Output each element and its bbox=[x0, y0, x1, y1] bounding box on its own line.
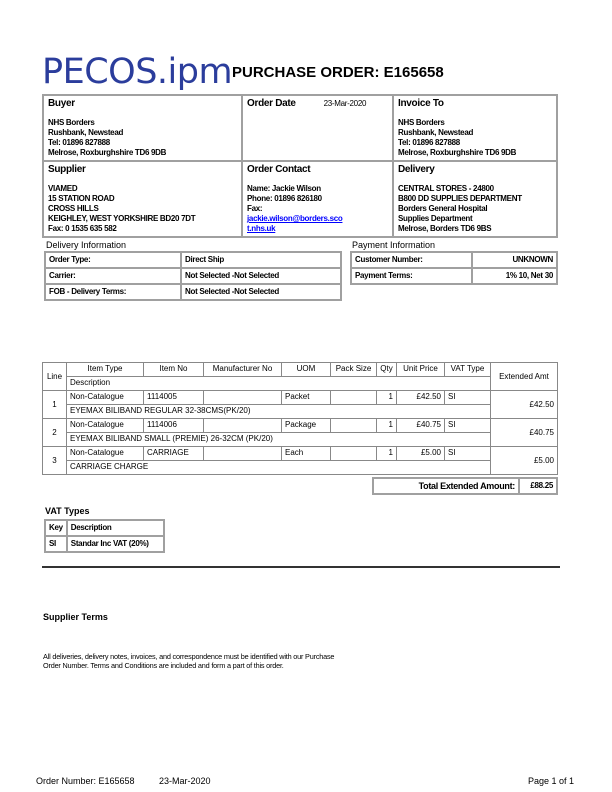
info-value: UNKNOWN bbox=[472, 252, 557, 268]
extended-amount: £40.75 bbox=[491, 419, 558, 447]
unit-price: £5.00 bbox=[397, 447, 445, 461]
delivery-info-table bbox=[44, 251, 342, 301]
line-items-table bbox=[42, 362, 558, 475]
buyer-heading: Buyer bbox=[48, 98, 75, 109]
contact-phone: Phone: 01896 826180 bbox=[247, 194, 322, 203]
delivery-heading: Delivery bbox=[398, 164, 435, 175]
pack-size bbox=[331, 447, 377, 461]
extended-amount: £42.50 bbox=[491, 391, 558, 419]
info-key: Carrier: bbox=[45, 268, 181, 284]
terms-line: Order Number. Terms and Conditions are included and form a part of this order. bbox=[43, 661, 284, 670]
col-header-pack-size: Pack Size bbox=[331, 363, 377, 377]
terms-line: All deliveries, delivery notes, invoices, and correspondence must be identified with our Purchase bbox=[43, 652, 335, 661]
header-row bbox=[43, 363, 558, 377]
info-value: Not Selected -Not Selected bbox=[181, 268, 341, 284]
col-header-qty: Qty bbox=[377, 363, 397, 377]
vat-type: SI bbox=[445, 391, 491, 405]
vat-types-table bbox=[44, 519, 165, 553]
supplier-terms-heading: Supplier Terms bbox=[43, 612, 108, 622]
buyer-line: Tel: 01896 827888 bbox=[48, 138, 110, 147]
extended-amount: £5.00 bbox=[491, 447, 558, 475]
qty: 1 bbox=[377, 447, 397, 461]
col-header-extended: Extended Amt bbox=[491, 363, 558, 391]
qty: 1 bbox=[377, 419, 397, 433]
delivery-line: Borders General Hospital bbox=[398, 204, 488, 213]
info-value: Direct Ship bbox=[181, 252, 341, 268]
delivery-line: Supplies Department bbox=[398, 214, 473, 223]
divider bbox=[42, 566, 560, 568]
supplier-line: KEIGHLEY, WEST YORKSHIRE BD20 7DT bbox=[48, 214, 196, 223]
col-header-unit-price: Unit Price bbox=[397, 363, 445, 377]
pack-size bbox=[331, 419, 377, 433]
table-row bbox=[351, 252, 557, 268]
table-row bbox=[45, 284, 341, 300]
invoice-line: Rushbank, Newstead bbox=[398, 128, 474, 137]
order-date-cell bbox=[242, 95, 393, 161]
item-description: CARRIAGE CHARGE bbox=[67, 461, 491, 475]
contact-email-link[interactable] bbox=[247, 214, 388, 234]
table-row bbox=[43, 391, 558, 405]
delivery-cell bbox=[393, 161, 557, 237]
info-key: Order Type: bbox=[45, 252, 181, 268]
contact-fax: Fax: bbox=[247, 204, 263, 213]
vat-type: SI bbox=[445, 419, 491, 433]
manufacturer-no bbox=[204, 419, 282, 433]
delivery-info-label: Delivery Information bbox=[46, 240, 127, 250]
col-header-item-type: Item Type bbox=[67, 363, 144, 377]
col-header-description: Description bbox=[67, 377, 491, 391]
contact-email-part: t.nhs.uk bbox=[247, 224, 276, 233]
delivery-line: B800 DD SUPPLIES DEPARTMENT bbox=[398, 194, 522, 203]
footer-date: 23-Mar-2020 bbox=[159, 776, 211, 786]
total-value: £88.25 bbox=[519, 478, 557, 494]
item-no: 1114006 bbox=[144, 419, 204, 433]
invoice-line: Melrose, Roxburghshire TD6 9DB bbox=[398, 148, 517, 157]
table-row bbox=[43, 419, 558, 433]
col-header-manufacturer-no: Manufacturer No bbox=[204, 363, 282, 377]
table-row bbox=[351, 268, 557, 284]
table-row bbox=[43, 433, 558, 447]
col-header-item-no: Item No bbox=[144, 363, 204, 377]
total-table bbox=[372, 477, 558, 495]
supplier-line: 15 STATION ROAD bbox=[48, 194, 115, 203]
buyer-cell bbox=[43, 95, 242, 161]
page-title: PURCHASE ORDER: E165658 bbox=[232, 64, 444, 81]
line-number: 3 bbox=[43, 447, 67, 475]
item-type: Non-Catalogue bbox=[67, 447, 144, 461]
manufacturer-no bbox=[204, 447, 282, 461]
info-key: FOB - Delivery Terms: bbox=[45, 284, 181, 300]
header-row bbox=[43, 377, 558, 391]
qty: 1 bbox=[377, 391, 397, 405]
table-row bbox=[43, 447, 558, 461]
item-description: EYEMAX BILIBAND SMALL (PREMIE) 26-32CM (PK/20) bbox=[67, 433, 491, 447]
contact-email-part: jackie.wilson@borders.sco bbox=[247, 214, 343, 223]
col-header-line: Line bbox=[43, 363, 67, 391]
invoice-line: Tel: 01896 827888 bbox=[398, 138, 460, 147]
table-row bbox=[45, 268, 341, 284]
buyer-line: Melrose, Roxburghshire TD6 9DB bbox=[48, 148, 167, 157]
supplier-line: VIAMED bbox=[48, 184, 78, 193]
table-row bbox=[45, 536, 164, 552]
info-value: 1% 10, Net 30 bbox=[472, 268, 557, 284]
contact-name: Name: Jackie Wilson bbox=[247, 184, 321, 193]
col-header-uom: UOM bbox=[282, 363, 331, 377]
line-number: 2 bbox=[43, 419, 67, 447]
item-type: Non-Catalogue bbox=[67, 391, 144, 405]
table-row bbox=[45, 520, 164, 536]
buyer-line: Rushbank, Newstead bbox=[48, 128, 124, 137]
payment-info-label: Payment Information bbox=[352, 240, 436, 250]
order-date-heading: Order Date bbox=[247, 98, 296, 109]
item-type: Non-Catalogue bbox=[67, 419, 144, 433]
info-key: Customer Number: bbox=[351, 252, 472, 268]
total-label: Total Extended Amount: bbox=[373, 478, 519, 494]
info-value: Not Selected -Not Selected bbox=[181, 284, 341, 300]
delivery-line: CENTRAL STORES - 24800 bbox=[398, 184, 494, 193]
footer-order-number: Order Number: E165658 bbox=[36, 776, 135, 786]
uom: Package bbox=[282, 419, 331, 433]
buyer-line: NHS Borders bbox=[48, 118, 95, 127]
item-no: 1114005 bbox=[144, 391, 204, 405]
pack-size bbox=[331, 391, 377, 405]
pecos-logo: PECOS.ipm bbox=[42, 52, 233, 92]
manufacturer-no bbox=[204, 391, 282, 405]
vat-types-label: VAT Types bbox=[45, 506, 90, 516]
table-row bbox=[43, 405, 558, 419]
order-contact-cell bbox=[242, 161, 393, 237]
unit-price: £40.75 bbox=[397, 419, 445, 433]
vat-header-description: Description bbox=[67, 520, 164, 536]
order-parties-table bbox=[42, 94, 558, 238]
info-key: Payment Terms: bbox=[351, 268, 472, 284]
invoice-to-cell bbox=[393, 95, 557, 161]
order-date-value: 23-Mar-2020 bbox=[323, 99, 367, 108]
footer-page: Page 1 of 1 bbox=[528, 776, 575, 786]
supplier-line: Fax: 0 1535 635 582 bbox=[48, 224, 117, 233]
item-description: EYEMAX BILIBAND REGULAR 32-38CMS(PK/20) bbox=[67, 405, 491, 419]
uom: Packet bbox=[282, 391, 331, 405]
col-header-vat-type: VAT Type bbox=[445, 363, 491, 377]
table-row bbox=[43, 461, 558, 475]
payment-info-table bbox=[350, 251, 558, 285]
supplier-terms-text bbox=[43, 652, 334, 670]
vat-header-key: Key bbox=[45, 520, 67, 536]
table-row bbox=[373, 478, 557, 494]
supplier-heading: Supplier bbox=[48, 164, 86, 175]
supplier-cell bbox=[43, 161, 242, 237]
vat-description: Standar Inc VAT (20%) bbox=[67, 536, 164, 552]
vat-key: SI bbox=[45, 536, 67, 552]
supplier-line: CROSS HILLS bbox=[48, 204, 99, 213]
uom: Each bbox=[282, 447, 331, 461]
vat-type: SI bbox=[445, 447, 491, 461]
invoice-to-heading: Invoice To bbox=[398, 98, 444, 109]
line-number: 1 bbox=[43, 391, 67, 419]
order-contact-heading: Order Contact bbox=[247, 164, 311, 175]
unit-price: £42.50 bbox=[397, 391, 445, 405]
table-row bbox=[45, 252, 341, 268]
delivery-line: Melrose, Borders TD6 9BS bbox=[398, 224, 492, 233]
invoice-line: NHS Borders bbox=[398, 118, 445, 127]
item-no: CARRIAGE bbox=[144, 447, 204, 461]
